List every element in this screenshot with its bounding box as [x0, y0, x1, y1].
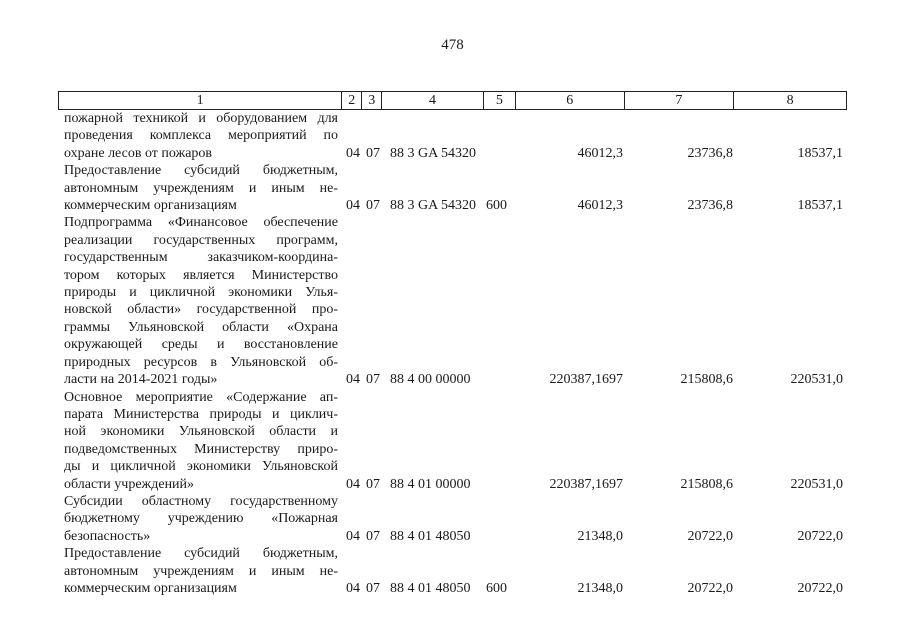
description-line: ды и цикличной экономики Ульяновской [64, 459, 338, 475]
row-section-code: 04 [346, 198, 360, 214]
row-value-col-6: 46012,3 [577, 145, 623, 161]
header-col-8: 8 [786, 93, 794, 108]
description-line: государственным заказчиком-координа- [64, 250, 338, 266]
table-row [58, 214, 847, 388]
description-line: коммерческим организациям [64, 580, 237, 596]
header-col-1: 1 [59, 92, 342, 109]
row-value-col-8: 20722,0 [797, 528, 843, 544]
description-line: охране лесов от пожаров [64, 145, 213, 161]
row-subsection-code: 07 [366, 528, 380, 544]
row-value-col-7: 20722,0 [687, 580, 733, 596]
row-target-article: 88 3 GA 54320 [390, 198, 476, 214]
row-section-code: 04 [346, 580, 360, 596]
row-value-col-7: 215808,6 [680, 372, 733, 388]
header-col-6: 6 [516, 92, 625, 109]
row-subsection-code: 07 [366, 476, 380, 492]
description-line: области учреждений» [64, 476, 195, 492]
description-line: природы и цикличной экономики Улья- [64, 285, 338, 301]
page-number: 478 [441, 37, 464, 53]
row-value-col-7: 23736,8 [687, 198, 733, 214]
description-line: тором которых является Министерство [64, 267, 338, 283]
description-line: новской области» государственной про- [64, 302, 338, 318]
row-subsection-code: 07 [366, 198, 380, 214]
table-body [58, 110, 847, 597]
row-section-code: 04 [346, 145, 360, 161]
table-row [58, 389, 847, 493]
description-line: бюджетному учреждению «Пожарная [64, 511, 338, 527]
table-row [58, 493, 847, 545]
row-expense-type: 600 [486, 198, 507, 214]
description-line: ной экономики Ульяновской области и [64, 424, 338, 440]
description-line: Предоставление субсидий бюджетным, [64, 163, 338, 179]
table-header [58, 91, 847, 110]
header-col-5: 5 [484, 92, 516, 109]
row-description [58, 389, 342, 493]
row-value-col-6: 21348,0 [577, 580, 623, 596]
row-section-code: 04 [346, 476, 360, 492]
row-value-col-6: 21348,0 [577, 528, 623, 544]
description-line: окружающей среды и восстановление [64, 337, 338, 353]
row-description [58, 214, 342, 388]
row-value-col-7: 23736,8 [687, 145, 733, 161]
row-section-code: 04 [346, 372, 360, 388]
table-row [58, 545, 847, 597]
row-target-article: 88 3 GA 54320 [390, 145, 476, 161]
row-value-col-8: 18537,1 [797, 145, 843, 161]
row-description [58, 110, 342, 162]
row-value-col-8: 220531,0 [790, 476, 843, 492]
description-line: автономным учреждениям и иным не- [64, 180, 338, 196]
table-row [58, 110, 847, 162]
row-target-article: 88 4 01 48050 [390, 580, 471, 596]
header-col-4: 4 [382, 92, 484, 109]
row-value-col-8: 20722,0 [797, 580, 843, 596]
row-target-article: 88 4 01 48050 [390, 528, 471, 544]
row-subsection-code: 07 [366, 372, 380, 388]
description-line: безопасность» [64, 528, 151, 544]
row-description [58, 162, 342, 214]
row-value-col-8: 18537,1 [797, 198, 843, 214]
table-row [58, 162, 847, 214]
description-line: Подпрограмма «Финансовое обеспечение [64, 215, 338, 231]
description-line: природных ресурсов в Ульяновской об- [64, 354, 338, 370]
row-target-article: 88 4 01 00000 [390, 476, 471, 492]
row-value-col-6: 220387,1697 [549, 372, 623, 388]
row-value-col-7: 20722,0 [687, 528, 733, 544]
row-value-col-7: 215808,6 [680, 476, 733, 492]
description-line: пожарной техникой и оборудованием для [64, 111, 338, 126]
description-line: Субсидии областному государственному [64, 493, 338, 509]
description-line: реализации государственных программ, [64, 232, 338, 248]
description-line: проведения комплекса мероприятий по [64, 128, 338, 144]
description-line: Основное мероприятие «Содержание ап- [64, 389, 338, 405]
description-line: подведомственных Министерству приро- [64, 441, 338, 457]
row-subsection-code: 07 [366, 145, 380, 161]
description-line: ласти на 2014-2021 годы» [64, 372, 218, 388]
description-line: автономным учреждениям и иным не- [64, 563, 338, 579]
row-section-code: 04 [346, 528, 360, 544]
row-value-col-6: 46012,3 [577, 198, 623, 214]
row-description [58, 493, 342, 545]
row-expense-type: 600 [486, 580, 507, 596]
description-line: коммерческим организациям [64, 198, 237, 214]
header-col-7: 7 [625, 92, 735, 109]
header-col-2: 2 [342, 92, 362, 109]
row-description [58, 545, 342, 597]
description-line: граммы Ульяновской области «Охрана [64, 319, 338, 335]
description-line: парата Министерства природы и циклич- [64, 406, 338, 422]
row-value-col-8: 220531,0 [790, 372, 843, 388]
description-line: Предоставление субсидий бюджетным, [64, 546, 338, 562]
row-subsection-code: 07 [366, 580, 380, 596]
row-target-article: 88 4 00 00000 [390, 372, 471, 388]
header-col-3: 3 [362, 92, 382, 109]
row-value-col-6: 220387,1697 [549, 476, 623, 492]
